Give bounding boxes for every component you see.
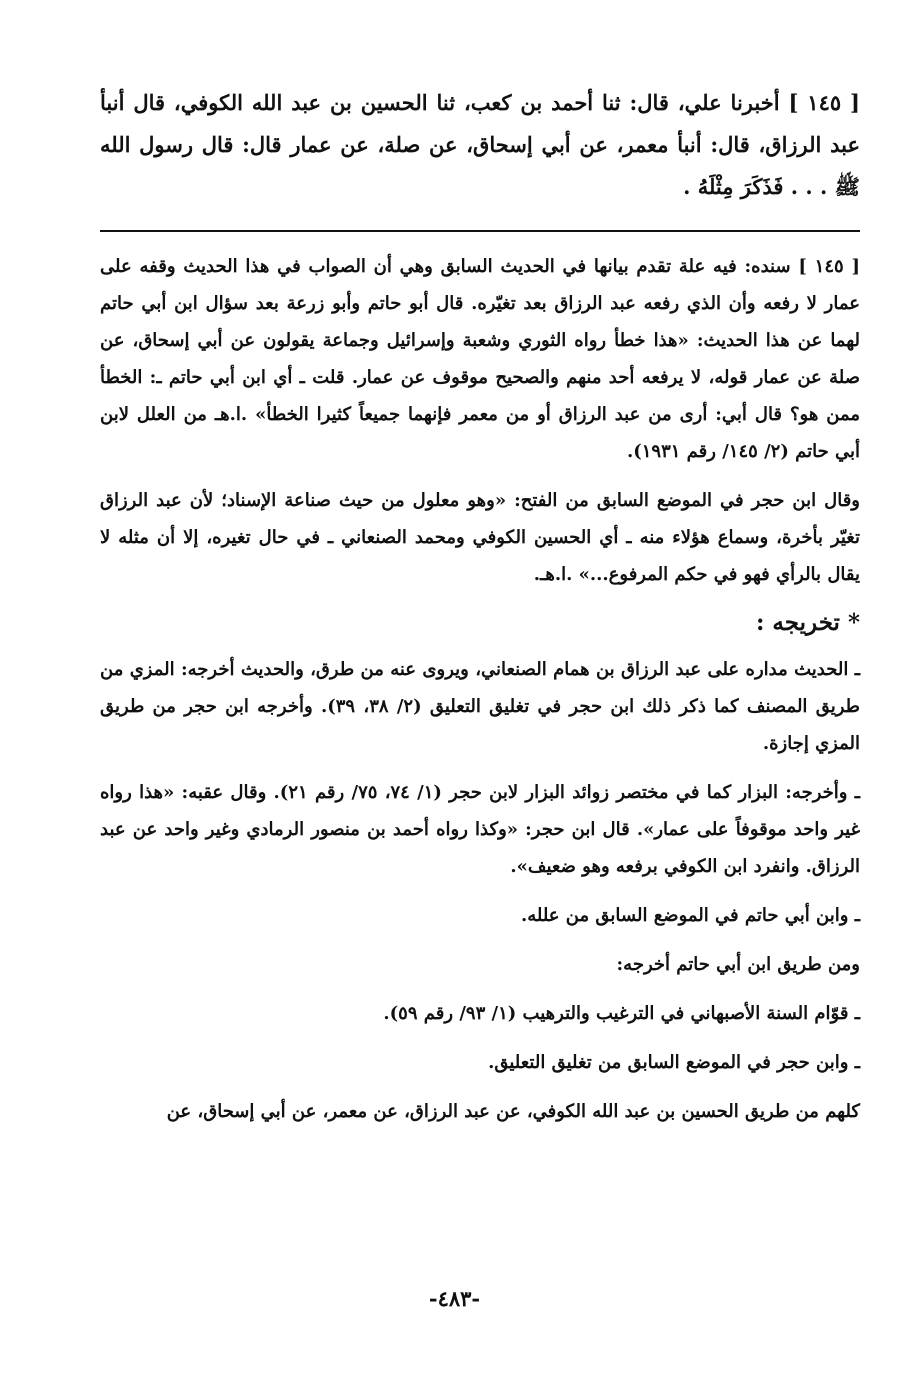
hadith-text-block bbox=[100, 82, 860, 208]
page-body bbox=[100, 82, 860, 1142]
footnote-divider bbox=[100, 230, 860, 232]
takhrij-heading: * تخريجه : bbox=[755, 609, 860, 636]
takhrij-paragraph: ـ قوّام السنة الأصبهاني في الترغيب والترهيب (١/ ٩٣/ رقم ٥٩). bbox=[383, 1003, 860, 1024]
ibn-hajar-note: وقال ابن حجر في الموضع السابق من الفتح: «وهو معلول من حيث صناعة الإسناد؛ لأن عبد الرزاق تغيّر بأخرة، وسماع هؤلاء منه ـ أي الحسين الكوفي ومحمد الصنعاني ـ في حال تغيره، إلا أن مثله لا يقال بالرأي فهو في حكم المرفوع...» .ا.هـ. bbox=[100, 490, 860, 585]
takhrij-paragraph: ـ وابن أبي حاتم في الموضع السابق من علله. bbox=[520, 905, 860, 926]
page-number: -٤٨٣- bbox=[428, 1286, 481, 1311]
takhrij-paragraph: ـ الحديث مداره على عبد الرزاق بن همام الصنعاني، ويروى عنه من طرق، والحديث أخرجه: المزي من طريق المصنف كما ذكر ذلك ابن حجر في تغليق التعليق (٢/ ٣٨، ٣٩). وأخرجه ابن حجر من طريق المزي إجازة. bbox=[100, 659, 860, 754]
takhrij-paragraph: كلهم من طريق الحسين بن عبد الله الكوفي، عن عبد الرزاق، عن معمر، عن أبي إسحاق، عن bbox=[166, 1101, 860, 1122]
isnad-note: [ ١٤٥ ] سنده: فيه علة تقدم بيانها في الحديث السابق وهي أن الصواب في هذا الحديث وقفه على عمار لا رفعه وأن الذي رفعه عبد الرزاق بعد تغيّره. قال أبو حاتم وأبو زرعة بعد سؤال ابن أبي حاتم لهما عن هذا الحديث: «هذا خطأ رواه الثوري وشعبة وإسرائيل وجماعة يقولون عن أبي إسحاق، عن صلة عن عمار قوله، لا يرفعه أحد منهم والصحيح موقوف عن عمار. قلت ـ أي ابن أبي حاتم ـ: الخطأ ممن هو؟ قال أبي: أرى من عبد الرزاق أو من معمر فإنهما جميعاً كثيرا الخطأ» .ا.هـ من العلل لابن أبي حاتم (٢/ ١٤٥/ رقم ١٩٣١). bbox=[100, 256, 860, 462]
hadith-text: [ ١٤٥ ] أخبرنا علي، قال: ثنا أحمد بن كعب، ثنا الحسين بن عبد الله الكوفي، قال أنبأ عبد الرزاق، قال: أنبأ معمر، عن أبي إسحاق، عن صلة، عن عمار قال: قال رسول الله ﷺ . . . فَذَكَرَ مِثْلَهُ . bbox=[100, 90, 860, 199]
takhrij-paragraph: ـ وأخرجه: البزار كما في مختصر زوائد البزار لابن حجر (١/ ٧٤، ٧٥/ رقم ٢١). وقال عقبه: «هذا رواه غير واحد موقوفاً على عمار». قال ابن حجر: «وكذا رواه أحمد بن منصور الرمادي وغير واحد عن عبد الرزاق. وانفرد ابن الكوفي برفعه وهو ضعيف». bbox=[100, 782, 860, 877]
takhrij-paragraph: ـ وابن حجر في الموضع السابق من تغليق التعليق. bbox=[488, 1052, 860, 1073]
takhrij-paragraph: ومن طريق ابن أبي حاتم أخرجه: bbox=[616, 954, 860, 975]
footnotes bbox=[100, 248, 860, 1130]
